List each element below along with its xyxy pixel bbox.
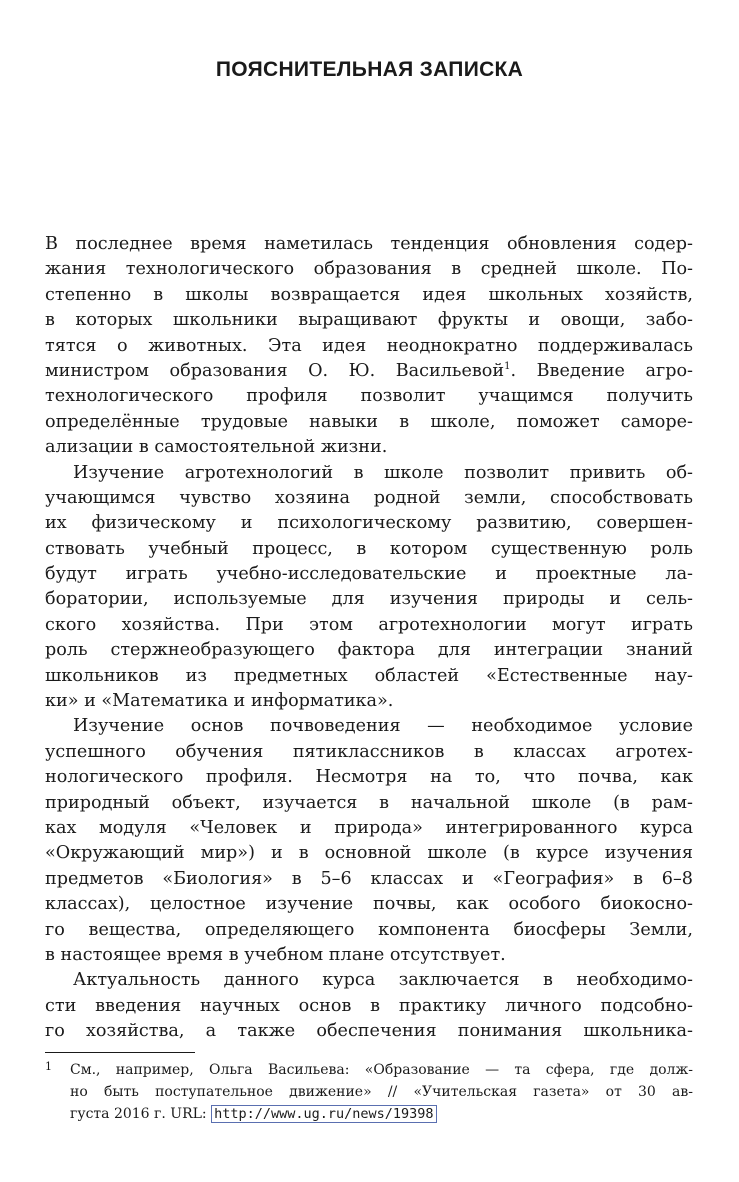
text-line: В последнее время наметилась тенденция обновления содер- xyxy=(45,234,693,254)
text-line: Актуальность данного курса заключается в необходимо- xyxy=(73,970,693,991)
text-line: Изучение основ почвоведения — необходимое условие xyxy=(73,716,693,737)
text-line-with-footnote xyxy=(45,359,693,384)
footnote-url-link[interactable]: http://www.ug.ru/news/19398 xyxy=(211,1105,436,1123)
text-line: степенно в школы возвращается идея школьных хозяйств, xyxy=(45,284,693,305)
text-line: в настоящее время в учебном плане отсутствует. xyxy=(45,944,506,965)
text-line: ки» и «Математика и информатика». xyxy=(45,691,394,712)
text-line: го вещества, определяющего компонента биосферы Земли, xyxy=(45,919,693,940)
footnote-separator xyxy=(45,1052,195,1053)
footnote xyxy=(45,1059,693,1125)
text-line: успешного обучения пятиклассников в классах агротех- xyxy=(45,741,693,762)
text-line: определённые трудовые навыки в школе, поможет саморе- xyxy=(45,411,693,432)
text-line: будут играть учебно-исследовательские и проектные ла- xyxy=(45,564,693,585)
body-text xyxy=(45,232,693,1045)
text-line: роль стержнеобразующего фактора для интеграции знаний xyxy=(45,640,693,661)
footnote-reference[interactable]: 1 xyxy=(504,360,511,372)
text-line: школьников из предметных областей «Естественные нау- xyxy=(45,665,693,686)
footnote-line: но быть поступательное движение» // «Учительская газета» от 30 ав- xyxy=(70,1084,693,1100)
paragraph-2 xyxy=(45,461,693,715)
text-line: ствовать учебный процесс, в котором существенную роль xyxy=(45,538,693,559)
footnote-line: См., например, Ольга Васильева: «Образование — та сфера, где долж- xyxy=(70,1062,693,1078)
text-line: природный объект, изучается в начальной школе (в рам- xyxy=(45,792,693,813)
page-title: ПОЯСНИТЕЛЬНАЯ ЗАПИСКА xyxy=(215,58,524,81)
text-segment: . Введение агро- xyxy=(510,360,693,381)
text-line: учающимся чувство хозяина родной земли, способствовать xyxy=(45,487,693,508)
text-line: их физическому и психологическому развитию, совершен- xyxy=(45,513,693,534)
text-line: ского хозяйства. При этом агротехнологии могут играть xyxy=(45,614,693,635)
paragraph-4 xyxy=(45,968,693,1044)
text-line: боратории, используемые для изучения природы и сель- xyxy=(45,589,693,610)
text-line: тятся о животных. Эта идея неоднократно поддерживалась xyxy=(45,335,693,356)
paragraph-1 xyxy=(45,232,693,461)
text-line: технологического профиля позволит учащимся получить xyxy=(45,386,693,407)
text-line: нологического профиля. Несмотря на то, что почва, как xyxy=(45,767,693,788)
text-line: сти введения научных основ в практику личного подсобно- xyxy=(45,995,693,1016)
paragraph-3 xyxy=(45,714,693,968)
text-line: в которых школьники выращивают фрукты и овощи, забо- xyxy=(45,310,693,331)
text-line: го хозяйства, а также обеспечения понимания школьника- xyxy=(45,1021,693,1042)
text-line: предметов «Биология» в 5–6 классах и «География» в 6–8 xyxy=(45,868,693,889)
text-line: ализации в самостоятельной жизни. xyxy=(45,437,388,458)
text-line: жания технологического образования в средней школе. По- xyxy=(45,259,693,280)
footnote-text: густа 2016 г. URL: xyxy=(70,1106,212,1122)
text-line: «Окружающий мир») и в основной школе (в курсе изучения xyxy=(45,843,693,864)
text-line: классах), целостное изучение почвы, как особого биокосно- xyxy=(45,894,693,915)
text-segment: министром образования О. Ю. Васильевой xyxy=(45,360,505,381)
text-line: ках модуля «Человек и природа» интегрированного курса xyxy=(45,817,693,838)
text-line: Изучение агротехнологий в школе позволит привить об- xyxy=(73,462,693,483)
footnote-marker: 1 xyxy=(45,1060,52,1073)
footnote-line-with-link xyxy=(45,1103,693,1125)
